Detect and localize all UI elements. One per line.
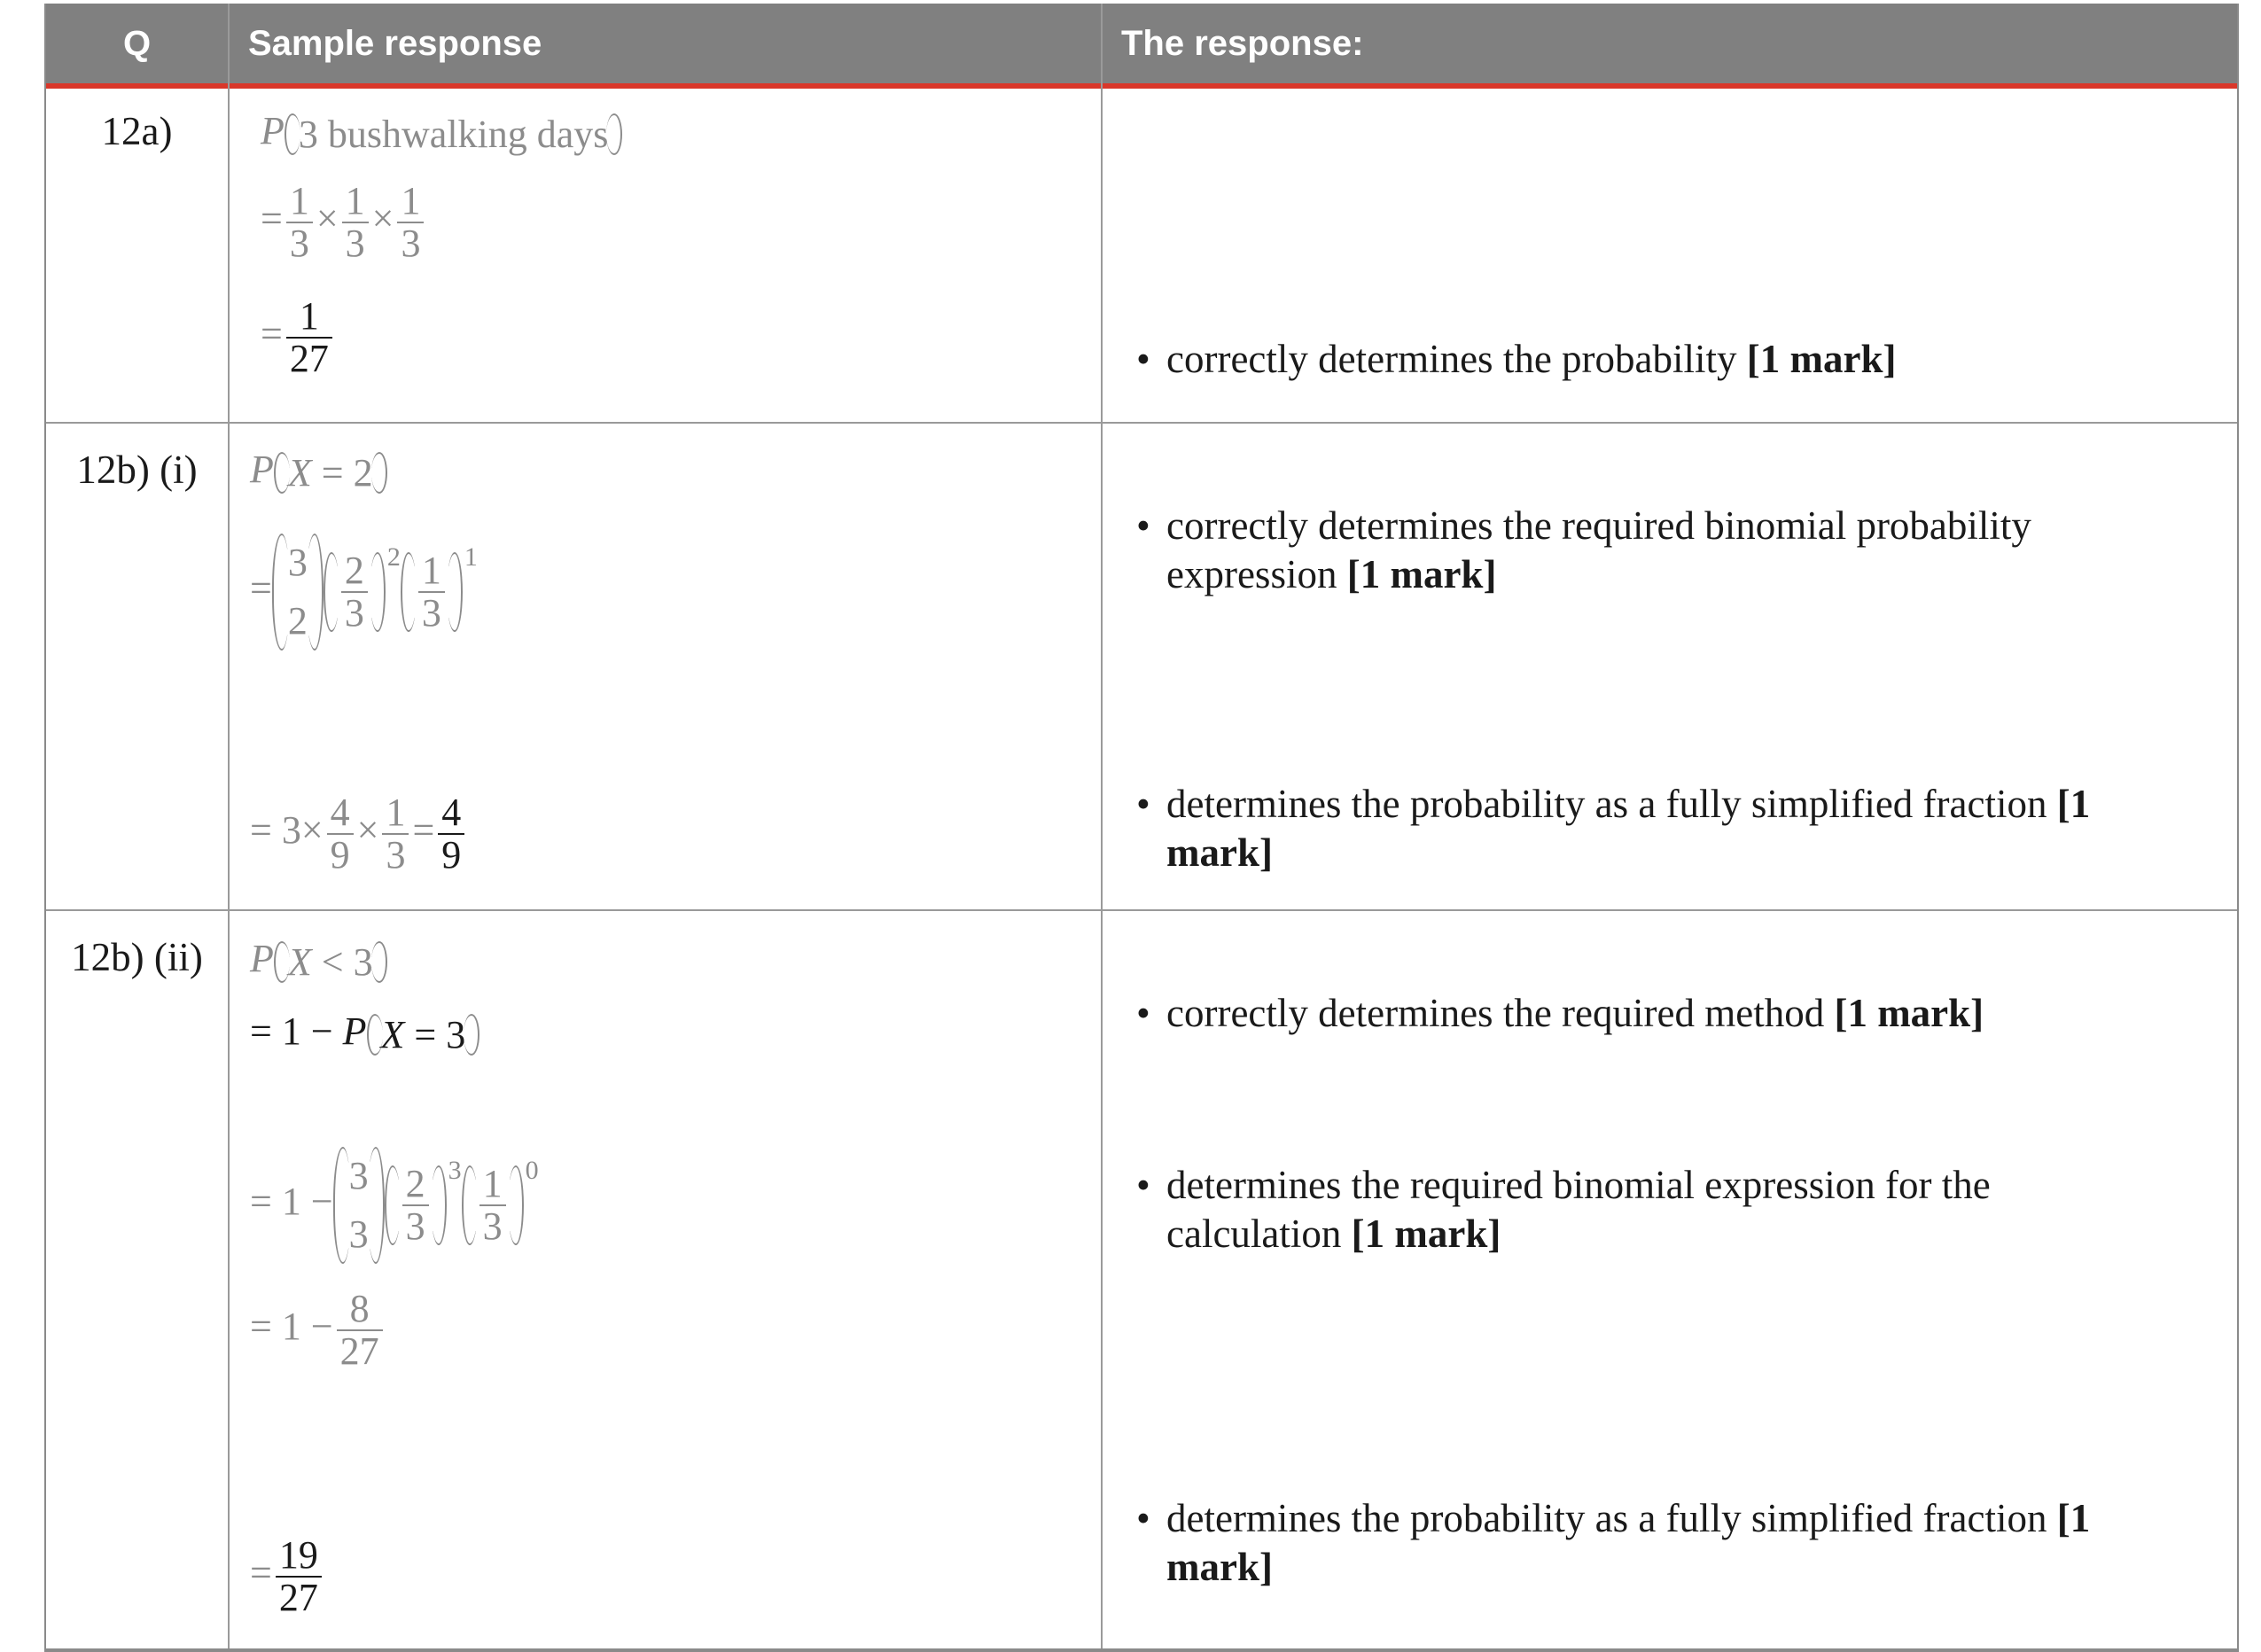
math-result: = 3× $\frac{4}{9}$ × $\frac{1}{3}$ = $\frac{4}{9}$ <box>250 792 468 876</box>
criterion-item: • correctly determines the required method [1 mark] <box>1136 991 1984 1035</box>
math-result: = $\frac{1}{27}$ <box>261 296 336 379</box>
criterion-item: • correctly determines the probability [1 mark] <box>1136 337 1897 381</box>
math-line: P X < 3 <box>250 936 387 985</box>
question-label: 12b) (ii) <box>71 935 203 979</box>
criterion-item: • determines the probability as a fully simplified fraction [1 mark] <box>1136 782 2091 875</box>
math-result: = $\frac{19}{27}$ <box>250 1535 325 1618</box>
row-divider <box>46 422 2237 424</box>
column-divider <box>228 4 230 1648</box>
header-q: Q <box>122 24 152 63</box>
column-divider <box>1101 4 1103 1648</box>
criterion-item: • determines the required binomial expression for the calculation [1 mark] <box>1136 1163 1991 1256</box>
math-line: = 1 − $\frac{8}{27}$ <box>250 1289 386 1372</box>
header-the-response: The response: <box>1121 24 1364 63</box>
math-line: = 3 2 $\frac{2}{3}$ $^2$ $\frac{1}{3}$ $^1$ <box>250 534 478 651</box>
math-line: = $\frac{1}{3}$ × $\frac{1}{3}$ × $\frac{1}{3}$ <box>261 181 427 264</box>
question-label: 12a) <box>101 109 173 153</box>
header-sample-response: Sample response <box>248 24 542 63</box>
question-label: 12b) (i) <box>76 448 198 492</box>
row-divider <box>46 909 2237 911</box>
math-line: = 1 − 3 3 $\frac{2}{3}$ $^3$ $\frac{1}{3}$ $^0$ <box>250 1147 539 1264</box>
marking-table <box>44 4 2239 1652</box>
criterion-item: • correctly determines the required binomial probability expression [1 mark] <box>1136 503 2031 596</box>
criterion-item: • determines the probability as a fully simplified fraction [1 mark] <box>1136 1496 2091 1589</box>
math-line: P 3 bushwalking days <box>261 108 622 157</box>
math-line: P X = 2 <box>250 447 387 495</box>
table-header <box>46 4 2237 89</box>
math-line: = 1 − P X = 3 <box>250 1009 479 1057</box>
